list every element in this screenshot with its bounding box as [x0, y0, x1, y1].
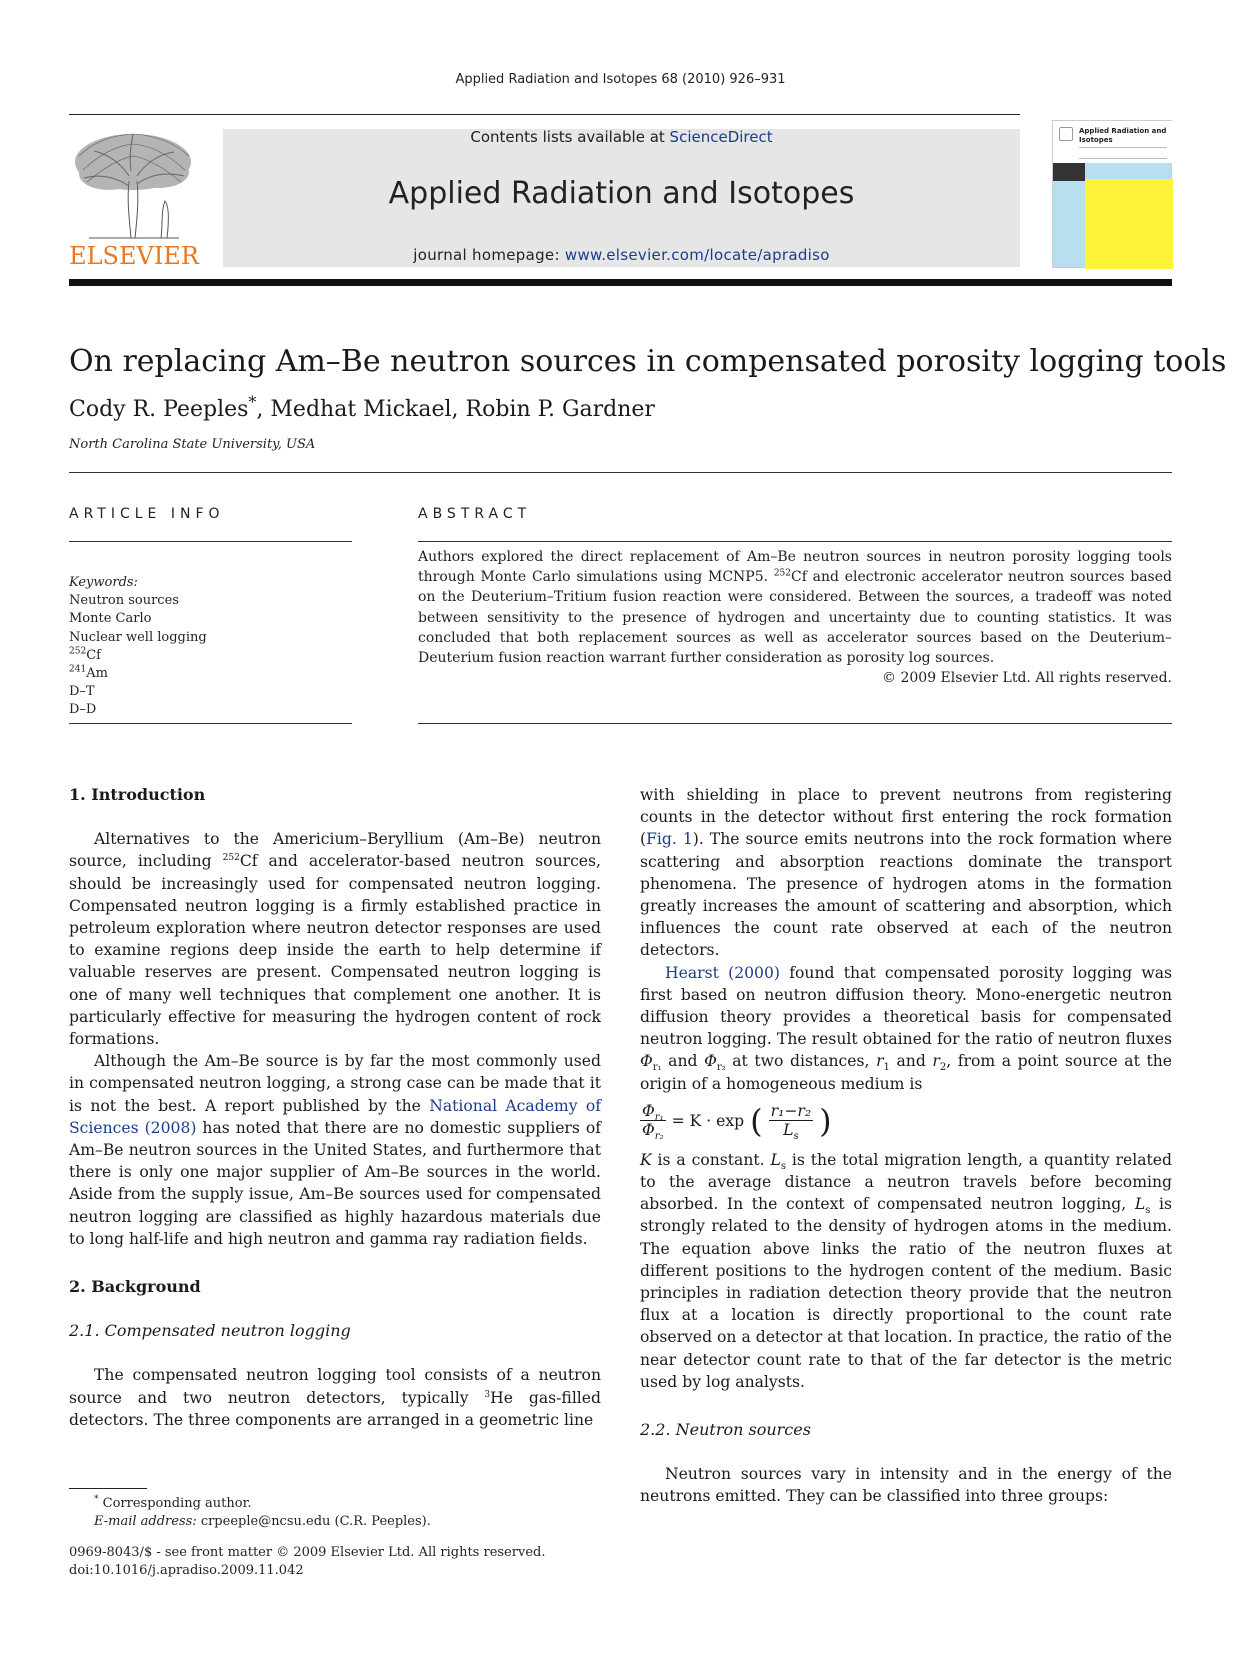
body-right-column	[640, 784, 1172, 1508]
sciencedirect-link[interactable]: ScienceDirect	[669, 128, 773, 146]
cover-lines	[1079, 147, 1167, 159]
subsection-heading: 2.2. Neutron sources	[640, 1420, 811, 1440]
paragraph: Neutron sources vary in intensity and in the energy of the neutrons emitted. They can be classified into three groups:	[640, 1465, 1172, 1506]
equation-lhs: $\frac{\Phi_{r_1}}{\Phi_{r_2}}$	[642, 1102, 664, 1143]
article-info-heading: ARTICLE INFO	[69, 506, 225, 522]
abstract-text	[418, 547, 1172, 688]
affiliation-rule	[69, 472, 1172, 473]
cover-title: Applied Radiation and Isotopes	[1079, 127, 1167, 144]
email-address[interactable]: crpeeple@ncsu.edu (C.R. Peeples).	[200, 1514, 431, 1529]
affiliation: North Carolina State University, USA	[69, 437, 316, 452]
keyword: $^{252}$Cf	[69, 646, 101, 663]
cover-yellow-block	[1085, 179, 1173, 269]
elsevier-wordmark: ELSEVIER	[69, 242, 199, 270]
keyword: Nuclear well logging	[69, 629, 207, 645]
cover-top	[1053, 121, 1173, 163]
doi-line[interactable]: doi:10.1016/j.apradiso.2009.11.042	[69, 1563, 304, 1578]
abstract-heading: ABSTRACT	[418, 506, 532, 522]
article-title: On replacing Am–Be neutron sources in compensated porosity logging tools	[69, 344, 1227, 379]
subsection-heading: 2.1. Compensated neutron logging	[69, 1321, 351, 1341]
keyword: Monte Carlo	[69, 611, 152, 627]
corresponding-mark[interactable]: *	[248, 392, 257, 412]
homepage-link[interactable]: www.elsevier.com/locate/apradiso	[564, 246, 830, 264]
equation-operator: = K · exp	[671, 1111, 745, 1130]
abstract-body: Authors explored the direct replacement of Am–Be neutron sources in neutron porosity logging tools through Monte Carlo simulations using MCNP5. $^{252}$Cf and electronic accelerator neutron sources based on the Deuterium–Tritium fusion reaction were considered. Between the sources, a tradeoff was noted between sensitivity to the presence of hydrogen and uncertainty due to counting statistics. It was concluded that both replacement sources as well as accelerator sources based on the Deuterium–Deuterium fusion reaction warrant further consideration as porosity log sources.	[418, 549, 1172, 667]
elsevier-tree-icon	[69, 126, 199, 244]
keywords-block	[69, 574, 352, 720]
equation	[640, 1097, 1172, 1145]
body-left-column	[69, 784, 601, 1431]
paragraph: Hearst (2000) found that compensated porosity logging was first based on neutron diffusion theory. Mono-energetic neutron diffusion theory provides a theoretical basis for compensated neutron logging. The result obtained for the ratio of neutron fluxes $\Phi_{r_1}$ and $\Phi_{r_2}$ at two distances, $r_1$ and $r_2$, from a point source at the origin of a homogeneous medium is	[640, 963, 1172, 1093]
elsevier-logo	[69, 126, 199, 268]
authors	[69, 392, 655, 422]
paragraph: with shielding in place to prevent neutrons from registering counts in the detector without first entering the rock formation (Fig. 1). The source emits neutrons into the rock formation where scattering and absorption reactions dominate the transport phenomena. The presence of hydrogen atoms in the formation greatly increases the amount of scattering and absorption, which influences the count rate observed at each of the neutron detectors.	[640, 786, 1172, 960]
equation-rhs: $\frac{\text{r₁−r₂}}{L_s}$	[770, 1102, 812, 1143]
keyword: D–T	[69, 684, 95, 700]
figure-link[interactable]: Fig. 1	[646, 830, 693, 849]
author-first[interactable]: Cody R. Peeples	[69, 397, 249, 422]
footnote	[69, 1495, 601, 1531]
article-info-rule-top	[69, 541, 352, 542]
citation-link[interactable]: Hearst (2000)	[665, 963, 780, 982]
citation-link[interactable]: National Academy of Sciences (2008)	[69, 1096, 602, 1137]
authors-rest: , Medhat Mickael, Robin P. Gardner	[256, 397, 655, 422]
keyword: $^{241}$Am	[69, 664, 108, 682]
contents-prefix: Contents lists available at	[470, 128, 670, 146]
abstract-rule-bottom	[418, 723, 1172, 724]
keyword: Neutron sources	[69, 593, 179, 609]
footnote-corresponding: * Corresponding author.	[94, 1494, 252, 1511]
issn-line: 0969-8043/$ - see front matter © 2009 Elsevier Ltd. All rights reserved.	[69, 1545, 546, 1560]
keywords-label: Keywords:	[69, 575, 138, 590]
section-heading-background: 2. Background	[69, 1277, 201, 1297]
article-info-rule-bottom	[69, 723, 352, 724]
abstract-rule-top	[418, 541, 1172, 542]
equation-paren-close: )	[819, 1101, 832, 1140]
equation-paren-open: (	[750, 1101, 763, 1140]
contents-line	[223, 128, 1020, 146]
homepage-prefix: journal homepage:	[413, 246, 565, 264]
journal-cover[interactable]	[1052, 120, 1172, 268]
footnote-rule	[69, 1488, 147, 1489]
paragraph: K is a constant. $L_s$ is the total migration length, a quantity related to the average distance a neutron travels before becoming absorbed. In the context of compensated neutron logging, $L_s$ is strongly related to the density of hydrogen atoms in the medium. The equation above links the ratio of the neutron fluxes at different positions to the hydrogen content of the medium. Basic principles in radiation detection theory provide that the neutron flux at a location is directly proportional to the count rate observed on a detector at that location. In practice, the ratio of the near detector count rate to that of the far detector is the metric used by log analysts.	[640, 1150, 1173, 1391]
header-rule	[69, 114, 1020, 115]
paragraph: Alternatives to the Americium–Beryllium (Am–Be) neutron source, including $^{252}$Cf and accelerator-based neutron sources, should be increasingly used for compensated neutron logging. Compensated neutron logging is a firmly established practice in petroleum exploration where neutron detector responses are used to examine regions deep inside the earth to help determine if valuable reserves are present. Compensated neutron logging is one of many well techniques that complement one another. It is particularly effective for measuring the hydrogen content of rock formations.	[69, 830, 601, 1049]
abstract-copyright: © 2009 Elsevier Ltd. All rights reserved.	[882, 670, 1172, 687]
journal-reference: Applied Radiation and Isotopes 68 (2010) 926–931	[455, 72, 786, 87]
header-thick-rule	[69, 279, 1172, 286]
journal-title: Applied Radiation and Isotopes	[388, 176, 855, 211]
homepage-line	[223, 246, 1020, 264]
cover-dark-strip	[1053, 163, 1085, 181]
cover-logo-icon	[1059, 127, 1073, 141]
section-heading-introduction: 1. Introduction	[69, 785, 206, 804]
paragraph: Although the Am–Be source is by far the most commonly used in compensated neutron logging, a strong case can be made that it is not the best. A report published by the National Academy of Sciences (2008) has noted that there are no domestic suppliers of Am–Be neutron sources in the United States, and furthermore that there is only one major supplier of Am–Be sources in the world. Aside from the supply issue, Am–Be sources used for compensated neutron logging are classified as highly hazardous materials due to long half-life and high neutron and gamma ray radiation fields.	[69, 1052, 602, 1248]
issn-block	[69, 1544, 601, 1580]
paragraph: The compensated neutron logging tool consists of a neutron source and two neutron detectors, typically $^3$He gas-filled detectors. The three components are arranged in a geometric line	[69, 1366, 602, 1429]
footnote-email: E-mail address: crpeeple@ncsu.edu (C.R. Peeples).	[94, 1514, 431, 1529]
keyword: D–D	[69, 702, 97, 718]
